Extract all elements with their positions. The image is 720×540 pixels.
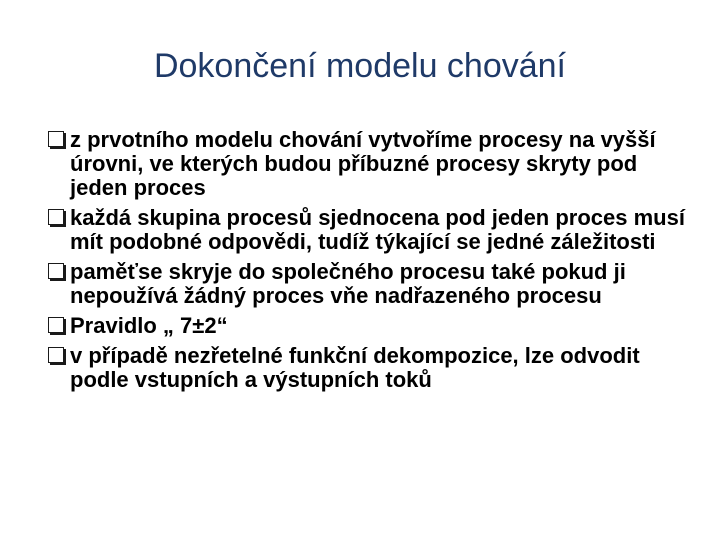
bullet-item bbox=[48, 314, 698, 338]
checkbox-square-icon bbox=[48, 347, 64, 363]
bullet-item bbox=[48, 344, 698, 392]
bullet-text: Pravidlo „ 7±2“ bbox=[70, 313, 228, 338]
bullet-list bbox=[48, 128, 698, 398]
bullet-text: každá skupina procesů sjednocena pod jeden proces musí mít podobné odpovědi, tudíž týkající se jedné záležitosti bbox=[70, 205, 685, 254]
slide-title: Dokončení modelu chování bbox=[153, 47, 567, 85]
bullet-item bbox=[48, 206, 698, 254]
checkbox-square-icon bbox=[48, 317, 64, 333]
checkbox-square-icon bbox=[48, 263, 64, 279]
bullet-text: v případě nezřetelné funkční dekompozice, lze odvodit podle vstupních a výstupních toků bbox=[70, 343, 640, 392]
bullet-text: paměťse skryje do společného procesu také pokud ji nepoužívá žádný proces vňe nadřazeného procesu bbox=[70, 259, 626, 308]
checkbox-square-icon bbox=[48, 131, 64, 147]
bullet-text: z prvotního modelu chování vytvoříme procesy na vyšší úrovni, ve kterých budou příbuzné procesy skryty pod jeden proces bbox=[70, 127, 656, 200]
checkbox-square-icon bbox=[48, 209, 64, 225]
bullet-item bbox=[48, 128, 698, 200]
bullet-item bbox=[48, 260, 698, 308]
